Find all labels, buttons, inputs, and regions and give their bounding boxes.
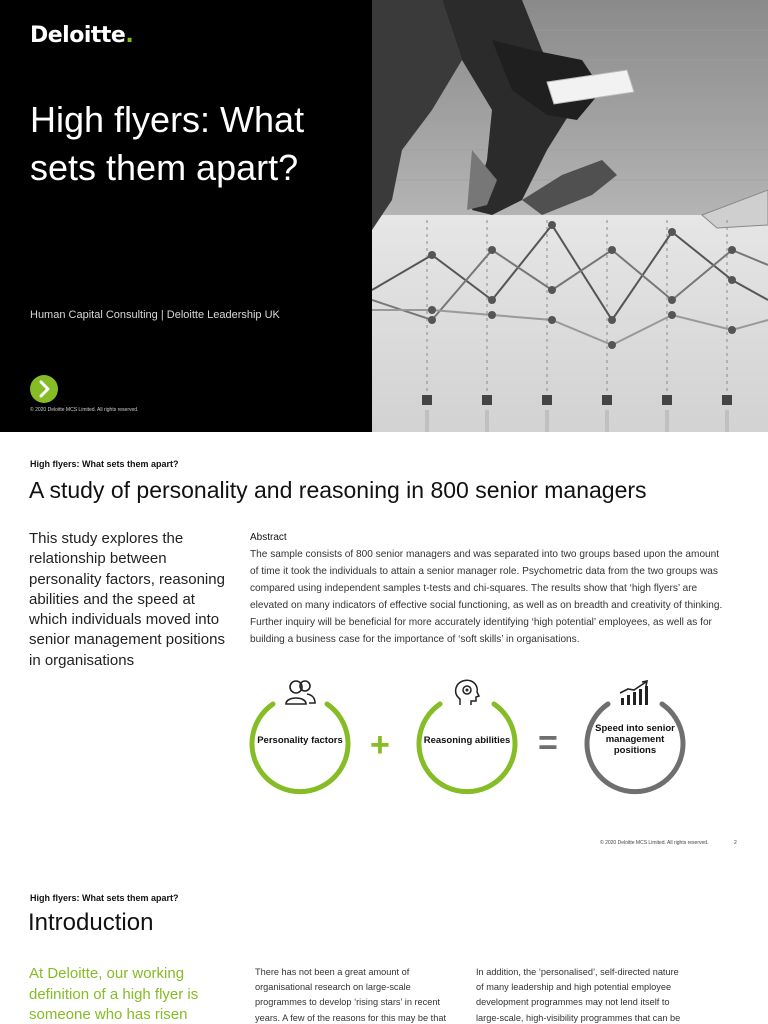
abstract-label: Abstract [250,532,287,543]
reasoning-label: Reasoning abilities [423,735,511,746]
outcome-label: Speed into senior management positions [595,723,675,756]
page2-kicker: High flyers: What sets them apart? [30,459,179,469]
page2-footer: © 2020 Deloitte MCS Limited. All rights reserved. [600,840,709,846]
abstract-body: The sample consists of 800 senior managers and was separated into two groups based upon the amount of time it took the individuals to attain a senior manager role. Psychometric data from the two groups was compared using independent samples t-tests and chi-squares. The results show that ‘high flyers’ are elevated on many indicators of effective social functioning, as well as on breadth and creativity of thinking. Further inquiry will be beneficial for more accurately identifying ‘high potential’ employees, as well as for building a business case for the importance of ‘soft skills’ in organisations. [250,549,723,645]
page3-lead: At Deloitte, our working definition of a high flyer is someone who has risen [29,965,199,1023]
page3-column-1: There has not been a great amount of organisational research on large-scale programmes to develop ‘rising stars’ in recent years. A few of the reasons for this may be that [255,967,446,1023]
people-icon [283,676,317,710]
page3-column-2: In addition, the ‘personalised’, self-directed nature of many leadership and high potential employee development programmes may not lend itself to large-scale, high-visibility programmes that can be [476,967,681,1023]
equals-sign: = [538,724,558,762]
next-page-button[interactable] [30,375,58,403]
personality-label: Personality factors [257,735,343,746]
chevron-right-icon [30,375,58,403]
plus-sign: + [370,726,390,764]
page3-title: Introduction [28,909,154,936]
cover-title: High flyers: What sets them apart? [30,99,305,188]
growth-chart-icon [618,680,652,706]
page-number: 2 [734,840,737,846]
reasoning-ring [412,692,522,802]
page3-kicker: High flyers: What sets them apart? [30,893,179,903]
cover-copyright: © 2020 Deloitte MCS Limited. All rights reserved. [30,407,139,413]
cover-section [0,0,768,432]
deloitte-logo: Deloitte. [30,23,134,48]
head-gear-icon [452,678,482,708]
equation-diagram [245,674,695,804]
cover-photo [372,0,768,432]
page2-intro: This study explores the relationship between personality factors, reasoning abilities and the speed at which individuals moved into senior management positions in organisations [29,530,225,669]
page2-title: A study of personality and reasoning in 800 senior managers [29,477,647,503]
cover-subtitle: Human Capital Consulting | Deloitte Leadership UK [30,309,280,321]
